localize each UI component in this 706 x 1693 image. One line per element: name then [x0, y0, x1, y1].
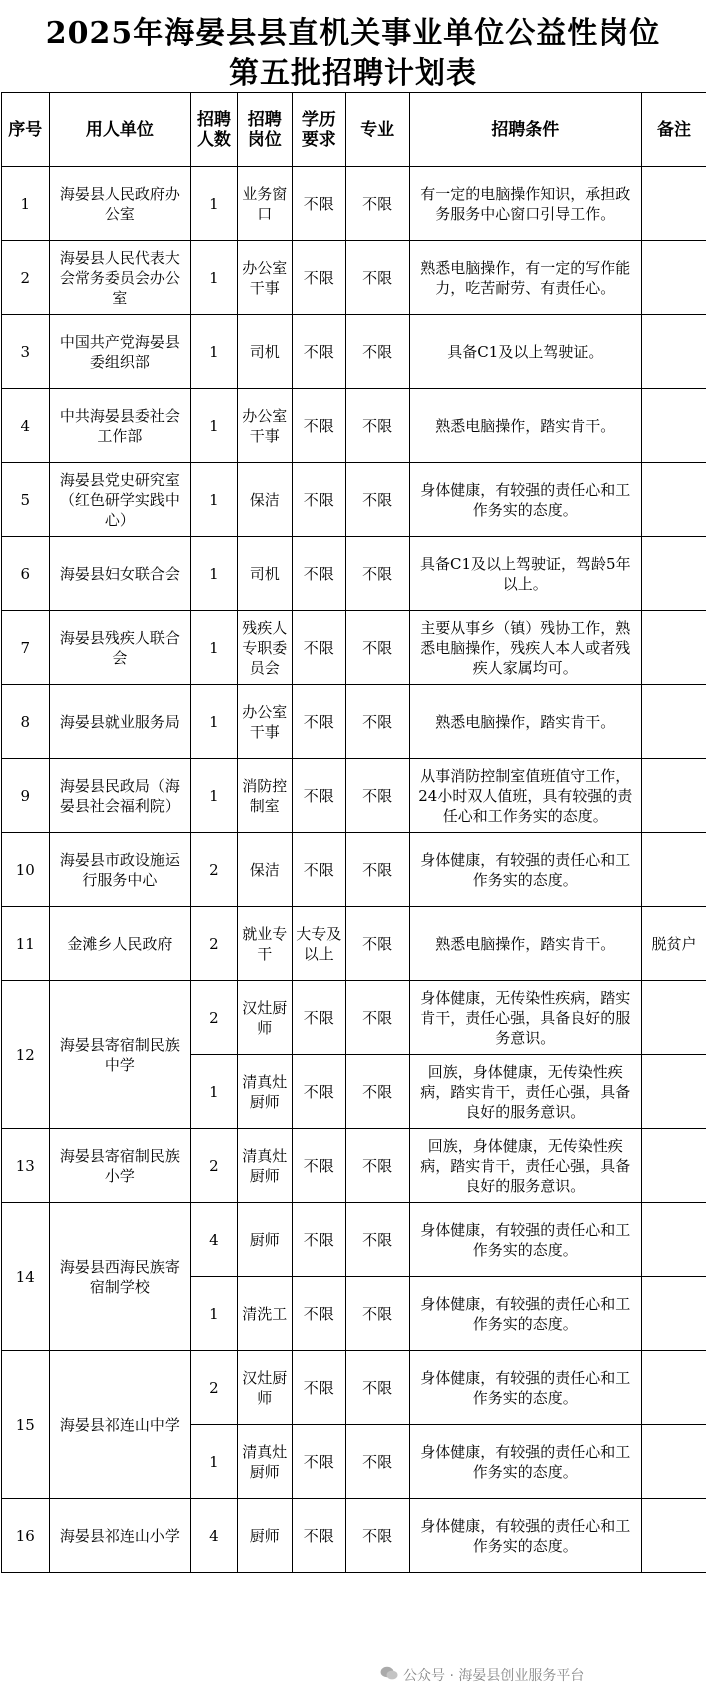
cell-note [642, 1425, 706, 1499]
cell-post: 保洁 [237, 463, 292, 537]
cell-post: 汉灶厨师 [237, 1351, 292, 1425]
cell-cond: 身体健康，有较强的责任心和工作务实的态度。 [409, 463, 641, 537]
table-row [2, 1203, 706, 1277]
cell-note [642, 611, 706, 685]
cell-no: 5 [2, 463, 50, 537]
cell-major: 不限 [345, 1351, 409, 1425]
cell-cond: 具备C1及以上驾驶证，驾龄5年以上。 [409, 537, 641, 611]
cell-major: 不限 [345, 1055, 409, 1129]
cell-count: 1 [191, 1425, 237, 1499]
cell-major: 不限 [345, 463, 409, 537]
cell-edu: 不限 [292, 1277, 345, 1351]
cell-cond: 身体健康，有较强的责任心和工作务实的态度。 [409, 1499, 641, 1573]
cell-cond: 熟悉电脑操作，踏实肯干。 [409, 907, 641, 981]
table-row [2, 833, 706, 907]
cell-unit: 海晏县祁连山中学 [49, 1351, 191, 1499]
cell-cond: 身体健康，无传染性疾病，踏实肯干，责任心强，具备良好的服务意识。 [409, 981, 641, 1055]
cell-no: 9 [2, 759, 50, 833]
cell-post: 就业专干 [237, 907, 292, 981]
cell-note [642, 1499, 706, 1573]
table-row [2, 981, 706, 1055]
cell-major: 不限 [345, 389, 409, 463]
cell-cond: 有一定的电脑操作知识，承担政务服务中心窗口引导工作。 [409, 167, 641, 241]
cell-major: 不限 [345, 611, 409, 685]
cell-count: 4 [191, 1203, 237, 1277]
cell-post: 清真灶厨师 [237, 1129, 292, 1203]
cell-major: 不限 [345, 833, 409, 907]
cell-post: 司机 [237, 537, 292, 611]
cell-post: 汉灶厨师 [237, 981, 292, 1055]
cell-cond: 身体健康，有较强的责任心和工作务实的态度。 [409, 833, 641, 907]
cell-cond: 身体健康，有较强的责任心和工作务实的态度。 [409, 1203, 641, 1277]
cell-count: 1 [191, 1055, 237, 1129]
cell-unit: 海晏县妇女联合会 [49, 537, 191, 611]
cell-edu: 不限 [292, 463, 345, 537]
cell-no: 1 [2, 167, 50, 241]
cell-unit: 海晏县残疾人联合会 [49, 611, 191, 685]
cell-note [642, 1203, 706, 1277]
cell-edu: 不限 [292, 833, 345, 907]
cell-count: 1 [191, 315, 237, 389]
cell-edu: 不限 [292, 1055, 345, 1129]
cell-note [642, 1055, 706, 1129]
cell-note [642, 981, 706, 1055]
cell-edu: 不限 [292, 759, 345, 833]
cell-cond: 回族，身体健康，无传染性疾病，踏实肯干，责任心强，具备良好的服务意识。 [409, 1055, 641, 1129]
cell-no: 6 [2, 537, 50, 611]
header-cell-cond: 招聘条件 [409, 93, 641, 167]
recruitment-table [1, 92, 706, 1573]
cell-cond: 回族，身体健康，无传染性疾病，踏实肯干，责任心强，具备良好的服务意识。 [409, 1129, 641, 1203]
cell-cond: 身体健康，有较强的责任心和工作务实的态度。 [409, 1425, 641, 1499]
page-title: 2025年海晏县县直机关事业单位公益性岗位 [45, 16, 661, 51]
cell-edu: 不限 [292, 167, 345, 241]
wechat-icon [380, 1666, 398, 1680]
cell-unit: 海晏县党史研究室（红色研学实践中心） [49, 463, 191, 537]
page-subtitle: 第五批招聘计划表 [229, 56, 477, 91]
cell-count: 1 [191, 463, 237, 537]
cell-cond: 主要从事乡（镇）残协工作，熟悉电脑操作，残疾人本人或者残疾人家属均可。 [409, 611, 641, 685]
header-cell-count: 招聘人数 [191, 93, 237, 167]
cell-count: 2 [191, 981, 237, 1055]
cell-unit: 海晏县人民代表大会常务委员会办公室 [49, 241, 191, 315]
cell-major: 不限 [345, 1277, 409, 1351]
table-row [2, 167, 706, 241]
cell-edu: 大专及以上 [292, 907, 345, 981]
cell-unit: 海晏县人民政府办公室 [49, 167, 191, 241]
table-row [2, 1129, 706, 1203]
cell-unit: 海晏县祁连山小学 [49, 1499, 191, 1573]
cell-count: 1 [191, 611, 237, 685]
cell-unit: 金滩乡人民政府 [49, 907, 191, 981]
cell-count: 2 [191, 1351, 237, 1425]
cell-cond: 身体健康，有较强的责任心和工作务实的态度。 [409, 1351, 641, 1425]
cell-count: 4 [191, 1499, 237, 1573]
cell-note [642, 463, 706, 537]
cell-major: 不限 [345, 907, 409, 981]
cell-major: 不限 [345, 981, 409, 1055]
table-row [2, 463, 706, 537]
cell-major: 不限 [345, 537, 409, 611]
cell-post: 办公室干事 [237, 389, 292, 463]
cell-edu: 不限 [292, 1425, 345, 1499]
header-cell-post: 招聘岗位 [237, 93, 292, 167]
cell-edu: 不限 [292, 1129, 345, 1203]
cell-unit: 海晏县民政局（海晏县社会福利院） [49, 759, 191, 833]
cell-note [642, 1351, 706, 1425]
cell-note [642, 315, 706, 389]
cell-note [642, 833, 706, 907]
cell-edu: 不限 [292, 315, 345, 389]
cell-major: 不限 [345, 241, 409, 315]
cell-note [642, 389, 706, 463]
cell-major: 不限 [345, 685, 409, 759]
cell-post: 残疾人专职委员会 [237, 611, 292, 685]
cell-post: 清真灶厨师 [237, 1055, 292, 1129]
cell-note [642, 685, 706, 759]
cell-note: 脱贫户 [642, 907, 706, 981]
cell-no: 14 [2, 1203, 50, 1351]
cell-post: 消防控制室 [237, 759, 292, 833]
cell-no: 10 [2, 833, 50, 907]
header-cell-edu: 学历要求 [292, 93, 345, 167]
watermark: 公众号 · 海晏县创业服务平台 [403, 1668, 585, 1684]
cell-edu: 不限 [292, 537, 345, 611]
cell-cond: 熟悉电脑操作，有一定的写作能力，吃苦耐劳、有责任心。 [409, 241, 641, 315]
cell-count: 1 [191, 1277, 237, 1351]
cell-no: 13 [2, 1129, 50, 1203]
cell-post: 办公室干事 [237, 685, 292, 759]
cell-post: 司机 [237, 315, 292, 389]
cell-cond: 熟悉电脑操作，踏实肯干。 [409, 389, 641, 463]
cell-count: 1 [191, 685, 237, 759]
cell-edu: 不限 [292, 685, 345, 759]
cell-note [642, 241, 706, 315]
cell-major: 不限 [345, 1425, 409, 1499]
cell-note [642, 1277, 706, 1351]
header-cell-note: 备注 [642, 93, 706, 167]
cell-edu: 不限 [292, 241, 345, 315]
cell-unit: 海晏县市政设施运行服务中心 [49, 833, 191, 907]
cell-unit: 海晏县寄宿制民族中学 [49, 981, 191, 1129]
cell-post: 业务窗口 [237, 167, 292, 241]
cell-cond: 具备C1及以上驾驶证。 [409, 315, 641, 389]
cell-unit: 中共海晏县委社会工作部 [49, 389, 191, 463]
cell-major: 不限 [345, 1499, 409, 1573]
cell-no: 2 [2, 241, 50, 315]
cell-count: 2 [191, 833, 237, 907]
cell-unit: 海晏县就业服务局 [49, 685, 191, 759]
cell-unit: 中国共产党海晏县委组织部 [49, 315, 191, 389]
cell-edu: 不限 [292, 611, 345, 685]
header-cell-unit: 用人单位 [49, 93, 191, 167]
table-row [2, 759, 706, 833]
cell-note [642, 537, 706, 611]
table-row [2, 315, 706, 389]
cell-count: 2 [191, 1129, 237, 1203]
cell-cond: 从事消防控制室值班值守工作，24小时双人值班，具有较强的责任心和工作务实的态度。 [409, 759, 641, 833]
cell-major: 不限 [345, 759, 409, 833]
cell-post: 办公室干事 [237, 241, 292, 315]
cell-unit: 海晏县寄宿制民族小学 [49, 1129, 191, 1203]
cell-cond: 熟悉电脑操作，踏实肯干。 [409, 685, 641, 759]
cell-count: 1 [191, 241, 237, 315]
cell-no: 7 [2, 611, 50, 685]
cell-count: 1 [191, 167, 237, 241]
cell-count: 1 [191, 389, 237, 463]
cell-note [642, 759, 706, 833]
cell-no: 4 [2, 389, 50, 463]
cell-post: 保洁 [237, 833, 292, 907]
cell-major: 不限 [345, 167, 409, 241]
table-row [2, 1499, 706, 1573]
cell-post: 清洗工 [237, 1277, 292, 1351]
cell-no: 3 [2, 315, 50, 389]
table-row [2, 611, 706, 685]
cell-no: 8 [2, 685, 50, 759]
table-row [2, 537, 706, 611]
cell-post: 厨师 [237, 1203, 292, 1277]
cell-edu: 不限 [292, 981, 345, 1055]
table-row [2, 241, 706, 315]
cell-count: 1 [191, 759, 237, 833]
table-row [2, 907, 706, 981]
header-cell-no: 序号 [2, 93, 50, 167]
cell-unit: 海晏县西海民族寄宿制学校 [49, 1203, 191, 1351]
cell-count: 1 [191, 537, 237, 611]
cell-note [642, 1129, 706, 1203]
table-row [2, 389, 706, 463]
header-cell-major: 专业 [345, 93, 409, 167]
cell-cond: 身体健康，有较强的责任心和工作务实的态度。 [409, 1277, 641, 1351]
cell-no: 11 [2, 907, 50, 981]
cell-major: 不限 [345, 1203, 409, 1277]
cell-edu: 不限 [292, 1499, 345, 1573]
cell-post: 厨师 [237, 1499, 292, 1573]
cell-no: 15 [2, 1351, 50, 1499]
cell-edu: 不限 [292, 389, 345, 463]
cell-no: 16 [2, 1499, 50, 1573]
header-row [2, 93, 706, 167]
cell-edu: 不限 [292, 1203, 345, 1277]
cell-post: 清真灶厨师 [237, 1425, 292, 1499]
cell-major: 不限 [345, 1129, 409, 1203]
cell-edu: 不限 [292, 1351, 345, 1425]
cell-major: 不限 [345, 315, 409, 389]
table-row [2, 1351, 706, 1425]
cell-note [642, 167, 706, 241]
cell-no: 12 [2, 981, 50, 1129]
table-row [2, 685, 706, 759]
cell-count: 2 [191, 907, 237, 981]
